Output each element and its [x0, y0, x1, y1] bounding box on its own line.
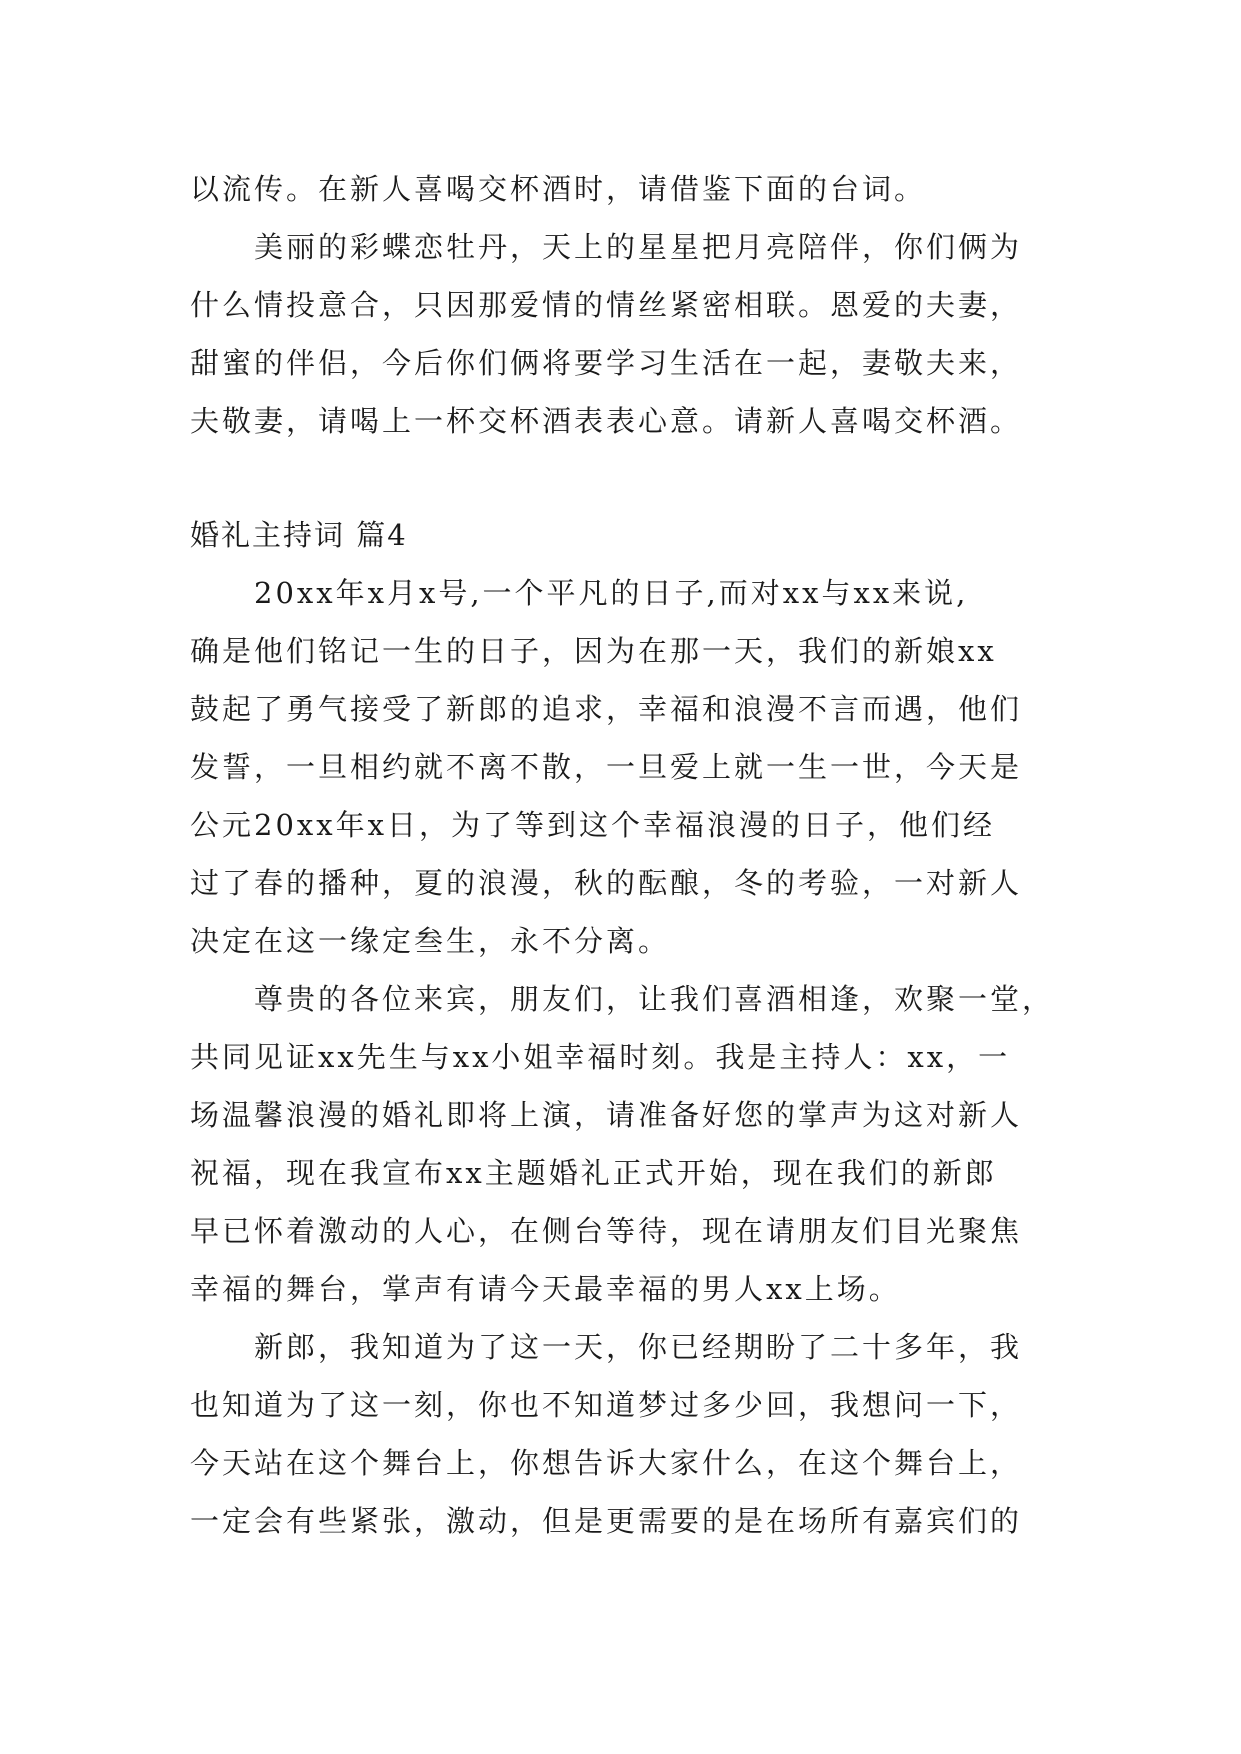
text-line: 20xx年x月x号,一个平凡的日子,而对xx与xx来说,: [254, 576, 969, 610]
text-line: 公元20xx年x日，为了等到这个幸福浪漫的日子，他们经: [190, 808, 995, 842]
document-page: [190, 160, 1070, 1550]
text-line: 尊贵的各位来宾，朋友们，让我们喜酒相逢，欢聚一堂，: [254, 982, 1055, 1016]
text-line: 决定在这一缘定叁生，永不分离。: [190, 924, 671, 958]
text-line: 发誓，一旦相约就不离不散，一旦爱上就一生一世，今天是: [190, 750, 1023, 784]
text-line: 夫敬妻，请喝上一杯交杯酒表表心意。请新人喜喝交杯酒。: [190, 404, 1023, 438]
text-line: 一定会有些紧张，激动，但是更需要的是在场所有嘉宾们的: [190, 1504, 1023, 1538]
text-line: 新郎，我知道为了这一天，你已经期盼了二十多年，我: [254, 1330, 1023, 1364]
text-line: 幸福的舞台，掌声有请今天最幸福的男人xx上场。: [190, 1272, 901, 1306]
text-line: 美丽的彩蝶恋牡丹，天上的星星把月亮陪伴，你们俩为: [254, 230, 1023, 264]
paragraph-toast: [190, 218, 1070, 450]
paragraph-2: [190, 970, 1070, 1318]
text-line: 早已怀着激动的人心，在侧台等待，现在请朋友们目光聚焦: [190, 1214, 1023, 1248]
paragraph-continued: [190, 160, 1070, 218]
text-line: 祝福，现在我宣布xx主题婚礼正式开始，现在我们的新郎: [190, 1156, 997, 1190]
text-line: 也知道为了这一刻，你也不知道梦过多少回，我想问一下，: [190, 1388, 1023, 1422]
text-line: 什么情投意合，只因那爱情的情丝紧密相联。恩爱的夫妻，: [190, 288, 1023, 322]
text-line: 以流传。在新人喜喝交杯酒时，请借鉴下面的台词。: [190, 172, 927, 206]
text-line: 甜蜜的伴侣，今后你们俩将要学习生活在一起，妻敬夫来，: [190, 346, 1023, 380]
text-line: 共同见证xx先生与xx小姐幸福时刻。我是主持人：xx，一: [190, 1040, 1011, 1074]
paragraph-1: [190, 564, 1070, 970]
text-line: 鼓起了勇气接受了新郎的追求，幸福和浪漫不言而遇，他们: [190, 692, 1023, 726]
text-line: 场温馨浪漫的婚礼即将上演，请准备好您的掌声为这对新人: [190, 1098, 1023, 1132]
text-line: 今天站在这个舞台上，你想告诉大家什么，在这个舞台上，: [190, 1446, 1023, 1480]
section-heading: 婚礼主持词 篇4: [190, 518, 408, 552]
paragraph-3: [190, 1318, 1070, 1550]
text-line: 过了春的播种，夏的浪漫，秋的酝酿，冬的考验，一对新人: [190, 866, 1023, 900]
text-line: 确是他们铭记一生的日子，因为在那一天，我们的新娘xx: [190, 634, 997, 668]
